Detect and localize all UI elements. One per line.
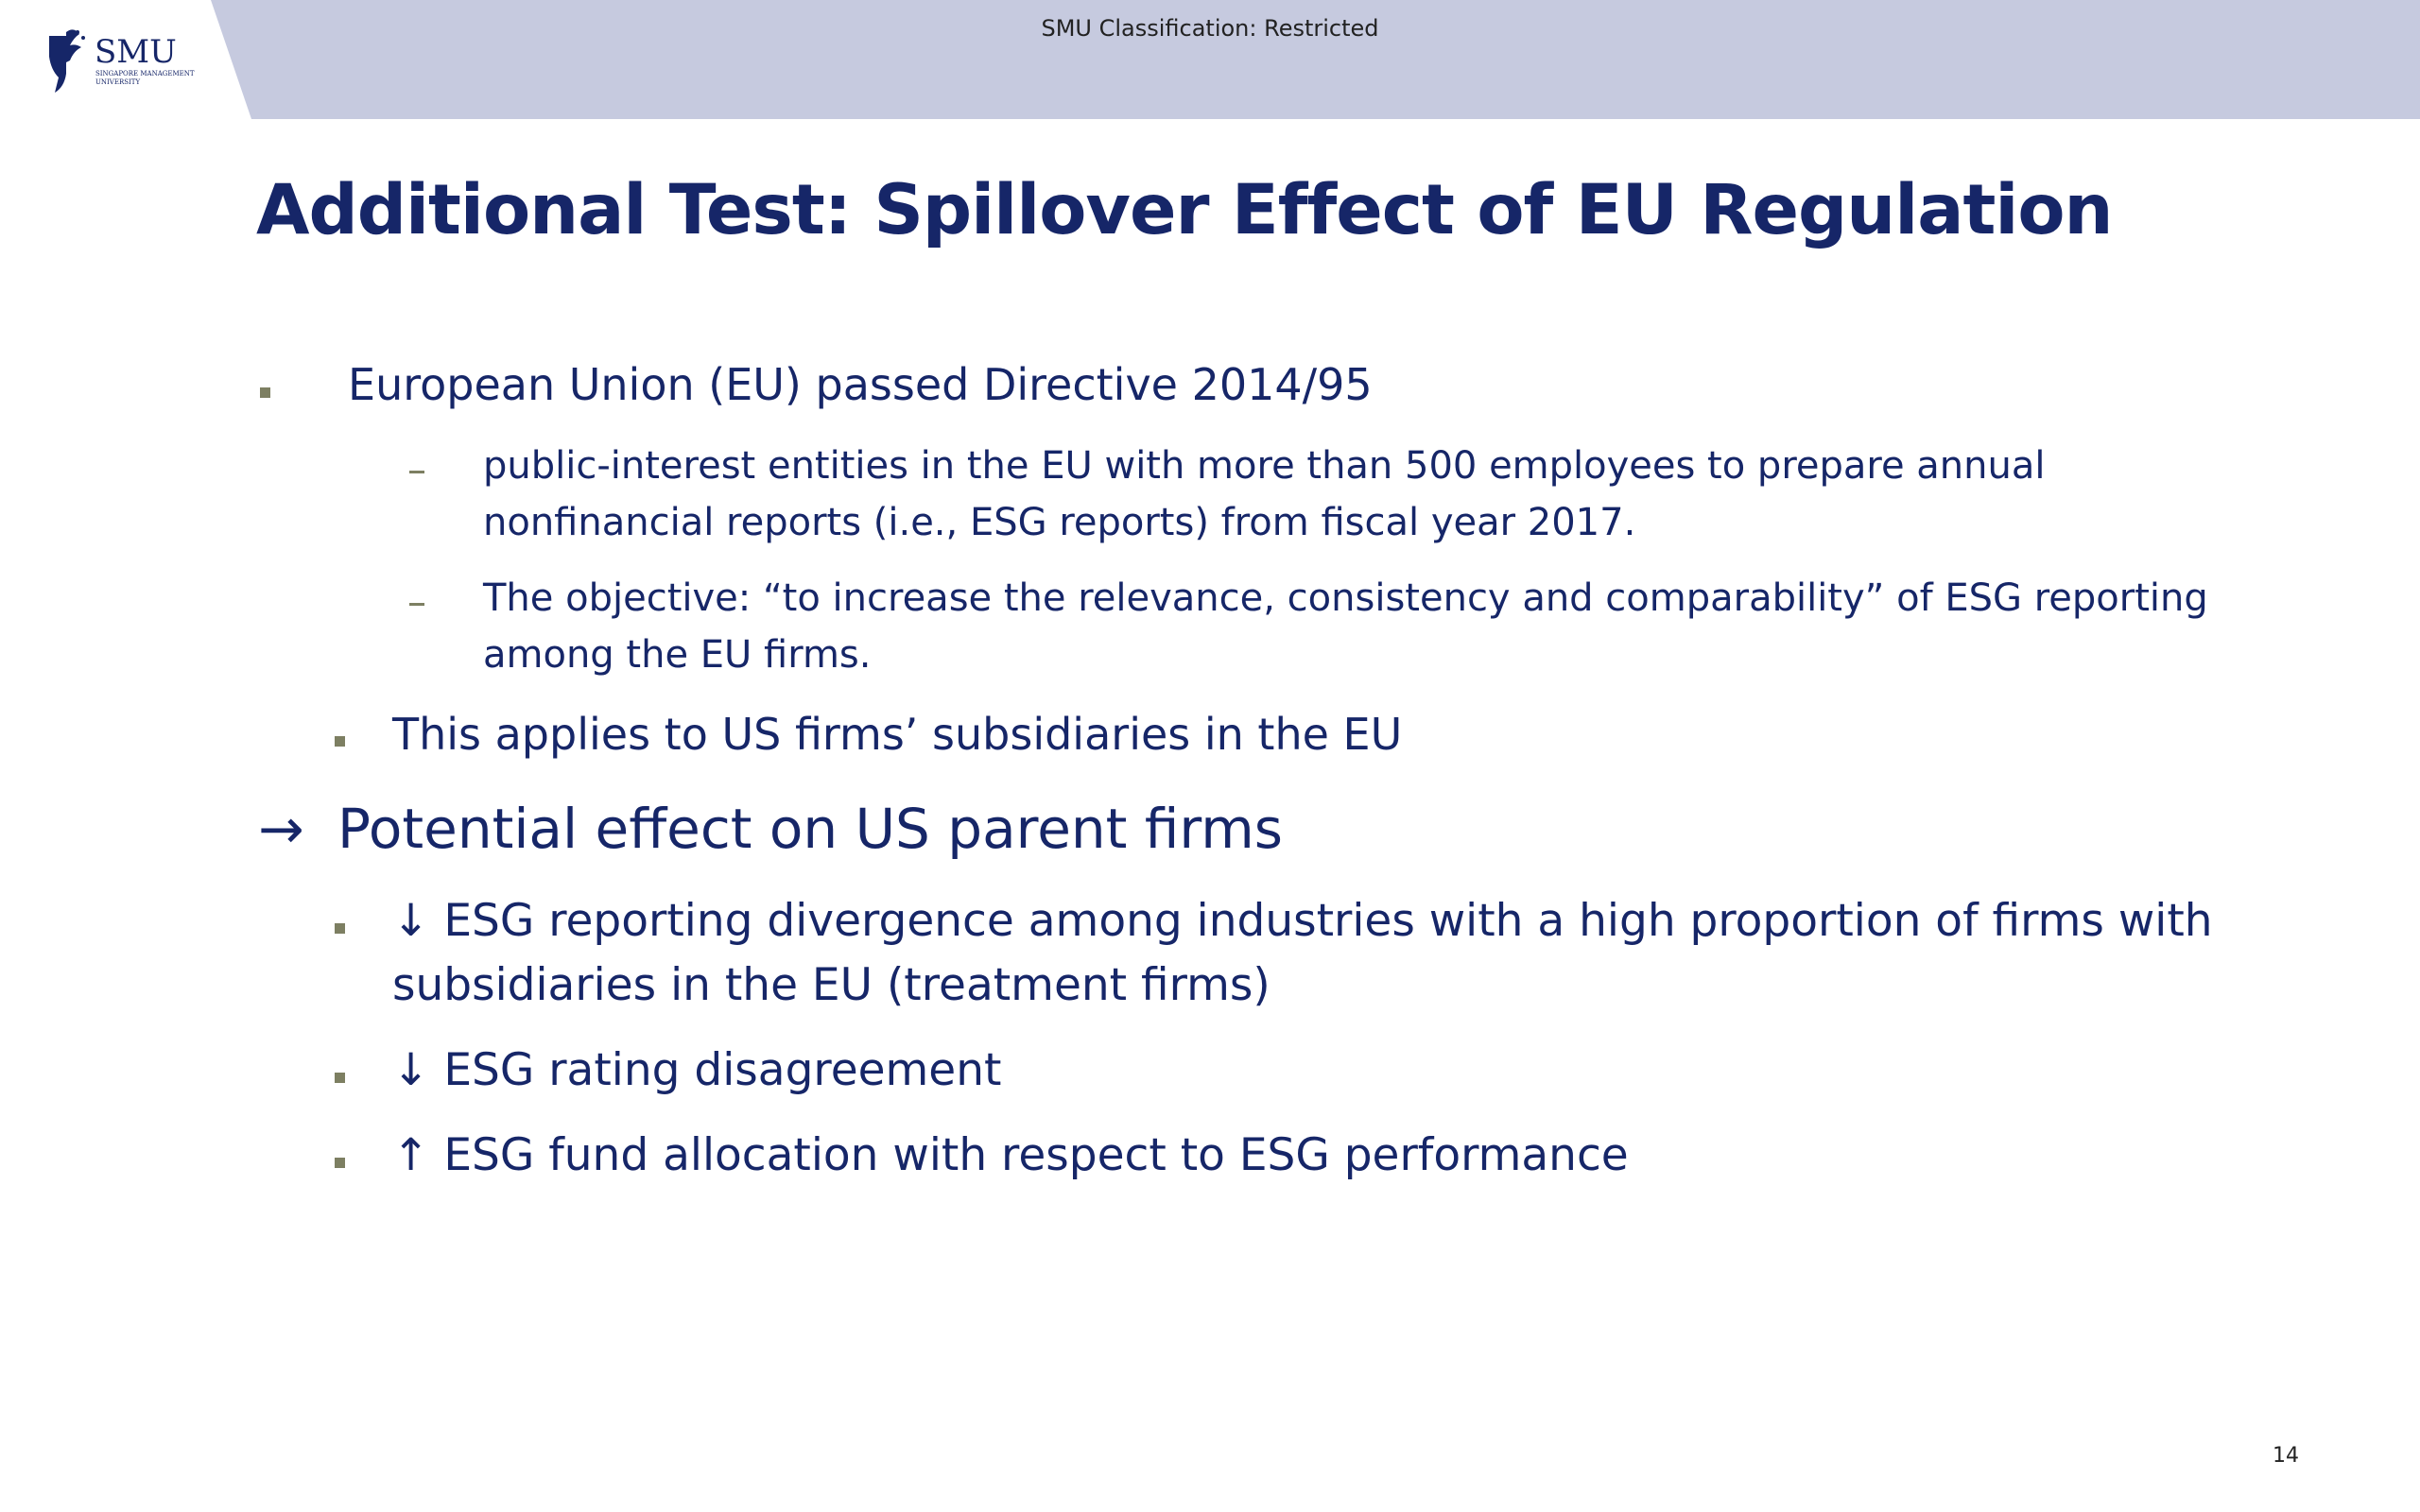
sub-bullet-entities-line-2: nonfinancial reports (i.e., ESG reports) from fiscal year 2017. [483,501,1636,544]
classification-label: SMU Classification: Restricted [1041,15,1379,42]
bullet-marker [335,1158,345,1168]
effect-reporting-divergence-line-2: subsidiaries in the EU (treatment firms) [392,959,1270,1011]
effect-reporting-divergence-line-1: ↓ ESG reporting divergence among industries with a high proportion of firms with [392,895,2213,947]
smu-logo [45,25,225,96]
dash-marker [409,603,424,606]
logo-subtext-1: SINGAPORE MANAGEMENT [95,70,195,77]
sub-bullet-entities-line-1: public-interest entities in the EU with more than 500 employees to prepare annual [483,444,2046,488]
right-arrow-icon: → [258,797,304,861]
bullet-us-subsidiaries: This applies to US firms’ subsidiaries in the EU [392,709,1403,760]
logo-subtext-2: UNIVERSITY [95,78,141,86]
effect-fund-allocation: ↑ ESG fund allocation with respect to ESG performance [392,1129,1629,1181]
slide-title: Additional Test: Spillover Effect of EU Regulation [256,170,2113,250]
potential-effect-heading: Potential effect on US parent firms [337,797,1283,861]
sub-bullet-objective-line-1: The objective: “to increase the relevance, consistency and comparability” of ESG reporting [483,576,2208,620]
bullet-marker [335,923,345,934]
bullet-marker [335,736,345,747]
page-number: 14 [2273,1444,2299,1468]
logo-wordmark: SMU [95,33,177,71]
bullet-marker [335,1073,345,1083]
sub-bullet-objective-line-2: among the EU firms. [483,633,872,677]
bullet-marker [260,387,270,398]
effect-rating-disagreement: ↓ ESG rating disagreement [392,1044,1002,1096]
dash-marker [409,471,424,473]
bullet-eu-directive: European Union (EU) passed Directive 2014/95 [348,359,1373,410]
